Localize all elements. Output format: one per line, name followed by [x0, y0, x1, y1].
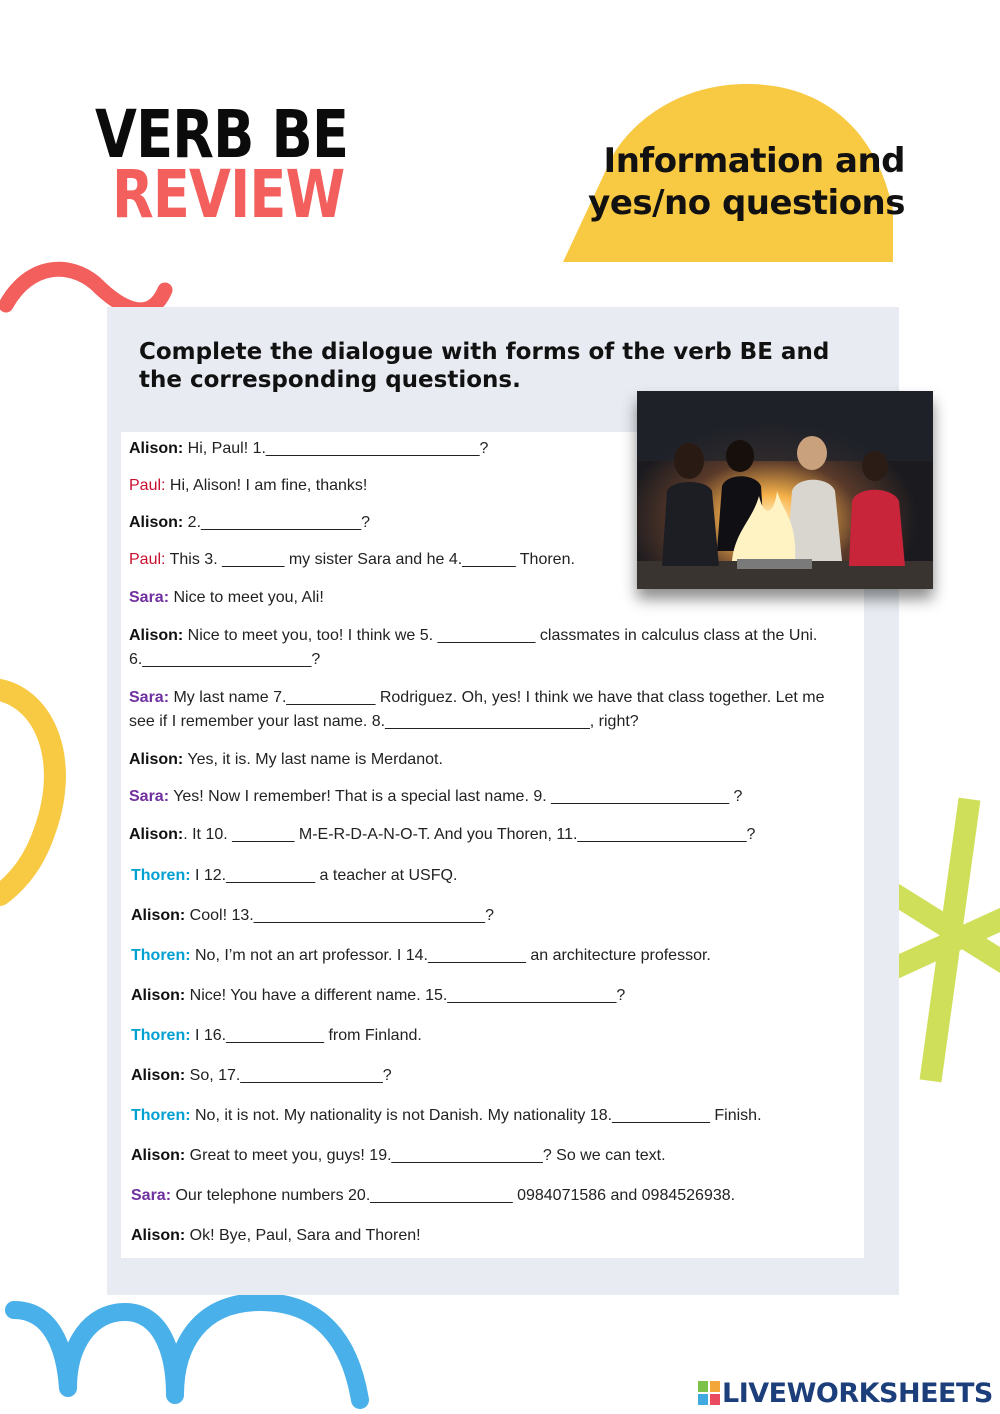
dialogue-line — [131, 864, 841, 888]
dialogue-line — [129, 785, 839, 809]
dialogue-line — [131, 1064, 841, 1088]
speaker-name: Alison: — [129, 751, 184, 768]
dialogue-text: . It 10. _______ M-E-R-D-A-N-O-T. And you Thoren, 11.___________________? — [183, 826, 756, 843]
speaker-name: Thoren: — [131, 1107, 191, 1124]
dialogue-line — [131, 1144, 841, 1168]
dialogue-text: Nice to meet you, too! I think we 5. ___________ classmates in calculus class at the Uni. 6.___________________? — [129, 627, 818, 668]
instructions-line-1: Complete the dialogue with forms of the verb BE and — [139, 339, 830, 365]
instructions-line-2: the corresponding questions. — [139, 367, 521, 393]
dialogue-line — [129, 511, 839, 535]
speaker-name: Alison: — [129, 826, 184, 843]
subtitle-line-2: yes/no questions — [588, 183, 905, 223]
dialogue-line — [131, 904, 841, 928]
dialogue-line — [129, 823, 839, 847]
speaker-name: Sara: — [129, 589, 170, 606]
subtitle-line-1: Information and — [603, 141, 905, 181]
dialogue-text: Cool! 13.__________________________? — [185, 907, 494, 924]
dialogue-text: Yes, it is. My last name is Merdanot. — [183, 751, 443, 768]
dialogue-line — [131, 1184, 841, 1208]
speaker-name: Alison: — [131, 1067, 186, 1084]
red-squiggle-shape — [6, 269, 165, 310]
title-verb-be: VERB BE — [95, 96, 349, 173]
speaker-name: Alison: — [131, 987, 186, 1004]
liveworksheets-mark-icon — [698, 1381, 720, 1405]
speaker-name: Alison: — [129, 627, 184, 644]
dialogue-text: Our telephone numbers 20.________________ 0984071586 and 0984526938. — [171, 1187, 736, 1204]
dialogue-text: Nice! You have a different name. 15.___________________? — [185, 987, 626, 1004]
speaker-name: Sara: — [129, 689, 170, 706]
dialogue-line — [131, 944, 841, 968]
dialogue-line — [129, 624, 829, 672]
dialogue-text: No, I’m not an art professor. I 14.___________ an architecture professor. — [190, 947, 711, 964]
speaker-name: Sara: — [129, 788, 170, 805]
dialogue-text: Great to meet you, guys! 19._________________? So we can text. — [185, 1147, 666, 1164]
speaker-name: Alison: — [131, 1147, 186, 1164]
dialogue-text: My last name 7.__________ Rodriguez. Oh, yes! I think we have that class together. Let me see if I remember your last name. 8._______________________, right? — [129, 689, 825, 730]
subtitle — [565, 140, 905, 224]
dialogue-text: I 16.___________ from Finland. — [190, 1027, 422, 1044]
dialogue-text: I 12.__________ a teacher at USFQ. — [190, 867, 458, 884]
dialogue-line — [129, 548, 839, 572]
speaker-name: Alison: — [129, 440, 184, 457]
dialogue-line — [129, 586, 839, 610]
title-review: REVIEW — [112, 156, 345, 233]
yellow-arc-shape — [0, 690, 55, 895]
speaker-name: Alison: — [131, 907, 186, 924]
speaker-name: Thoren: — [131, 867, 191, 884]
speaker-name: Alison: — [131, 1227, 186, 1244]
dialogue-text: Hi, Paul! 1.________________________? — [183, 440, 489, 457]
dialogue-line — [131, 1224, 841, 1248]
speaker-name: Paul: — [129, 477, 166, 494]
dialogue-line — [129, 437, 839, 461]
dialogue-line — [129, 748, 839, 772]
dialogue-text: Nice to meet you, Ali! — [169, 589, 324, 606]
dialogue-line — [131, 1024, 841, 1048]
instructions — [139, 338, 839, 394]
dialogue-text: Hi, Alison! I am fine, thanks! — [165, 477, 368, 494]
speaker-name: Alison: — [129, 514, 184, 531]
speaker-name: Paul: — [129, 551, 166, 568]
dialogue-line — [131, 1104, 841, 1128]
dialogue-line — [131, 984, 841, 1008]
speaker-name: Sara: — [131, 1187, 172, 1204]
dialogue-text: 2.__________________? — [183, 514, 371, 531]
dialogue-text: Ok! Bye, Paul, Sara and Thoren! — [185, 1227, 421, 1244]
dialogue-text: So, 17.________________? — [185, 1067, 392, 1084]
dialogue-line — [129, 686, 829, 734]
dialogue-text: Yes! Now I remember! That is a special last name. 9. ____________________ ? — [169, 788, 743, 805]
dialogue-text: This 3. _______ my sister Sara and he 4.______ Thoren. — [165, 551, 575, 568]
dialogue-text: No, it is not. My nationality is not Danish. My nationality 18.___________ Finish. — [190, 1107, 762, 1124]
blue-squiggle-shape — [14, 1302, 360, 1400]
speaker-name: Thoren: — [131, 1027, 191, 1044]
speaker-name: Thoren: — [131, 947, 191, 964]
liveworksheets-logo — [698, 1378, 993, 1409]
logo-text: LIVEWORKSHEETS — [722, 1378, 993, 1409]
dialogue-line — [129, 474, 839, 498]
